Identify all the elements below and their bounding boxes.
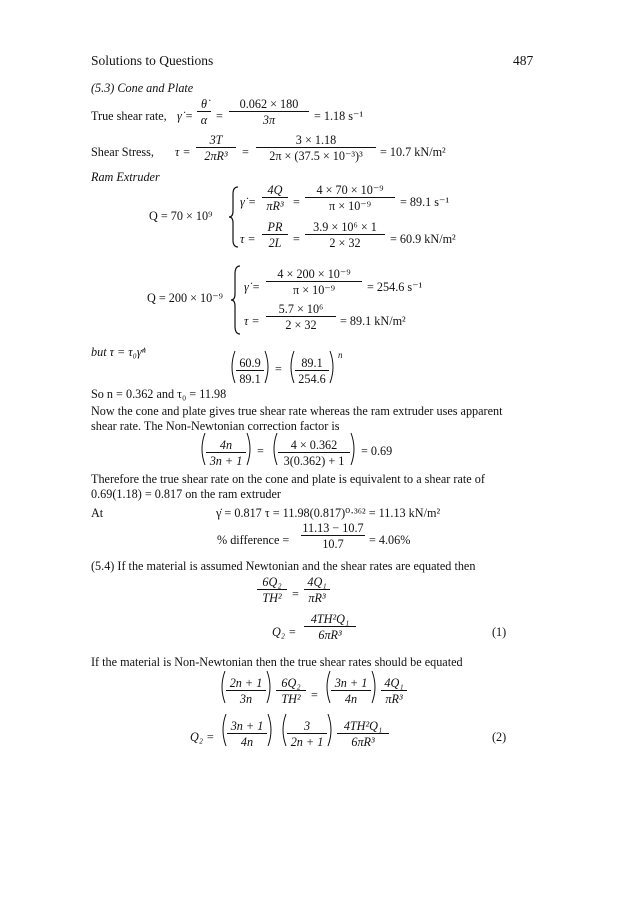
b1-frac-c-den: 2L [262, 234, 288, 249]
e1-den-1: TH² [257, 589, 287, 604]
theta-over-alpha-fraction [197, 98, 211, 126]
at-label: At [91, 506, 104, 520]
b1-frac-b-num: 4 × 70 × 10⁻⁹ [316, 183, 384, 197]
diff-result: = 4.06% [369, 533, 411, 547]
power-law-relation: but τ = τ₀γ̇ⁿ [91, 345, 146, 359]
e4-tag: (2) [492, 730, 507, 744]
section-heading-5-3: (5.3) Cone and Plate [91, 81, 194, 95]
true-shear-fraction [229, 98, 309, 126]
paragraph-correction: Now the cone and plate gives true shear rate whereas the ram extruder uses apparent shear rate. The Non-Newtonian correction factor is [91, 404, 503, 433]
ratio-paren-left-2 [287, 350, 295, 384]
e4-paren-left-2 [279, 713, 287, 747]
corr-den-2: 3(0.362) + 1 [278, 452, 350, 467]
b1-frac-c [262, 221, 288, 249]
e4-pnum-2: 3 [303, 719, 311, 733]
paragraph-non-newtonian: If the material is Non-Newtonian then the true shear rates should be equated [91, 655, 463, 669]
e3-pfrac-1 [226, 677, 266, 705]
ratio-paren-right-1 [264, 350, 272, 384]
e4-paren-right-2 [327, 713, 335, 747]
shear-stress-result: = 10.7 kN/m² [380, 145, 446, 159]
corr-num-2: 4 × 0.362 [290, 438, 338, 452]
b1-frac-a-den: πR³ [262, 197, 288, 212]
b2-frac-a-num: 4 × 200 × 10⁻⁹ [277, 267, 351, 281]
e2-lhs: Q₂ = [272, 625, 297, 639]
flow-rate-70: Q = 70 × 10⁹ [149, 209, 213, 223]
ratio-num-1: 60.9 [239, 356, 261, 370]
b1-frac-a [262, 184, 288, 212]
ratio-frac-1 [236, 357, 264, 385]
b1-gamma: γ̇ = [240, 195, 257, 209]
b2-gamma: γ̇ = [244, 280, 261, 294]
ratio-den-2: 254.6 [295, 370, 329, 385]
paragraph-equivalent: Therefore the true shear rate on the cone and plate is equivalent to a shear rate of 0.69(1.18) = 0.817 on the ram extruder [91, 472, 485, 501]
e3-frac-1 [276, 677, 306, 705]
e4-lhs: Q₂ = [190, 730, 215, 744]
b1-tau: τ = [240, 232, 256, 246]
corr-frac-2 [278, 439, 350, 467]
shear-stress-num-1: 3T [209, 133, 223, 147]
true-shear-denominator: 3π [229, 111, 309, 126]
flow-rate-200: Q = 200 × 10⁻⁹ [147, 291, 223, 305]
e3-num-1: 6Q₂ [281, 676, 301, 690]
left-brace-2 [230, 265, 242, 335]
e2-frac [304, 613, 356, 641]
ratio-num-2: 89.1 [301, 356, 323, 370]
b1-res-b: = 60.9 kN/m² [390, 232, 456, 246]
diff-lhs: % difference = [217, 533, 290, 547]
corr-paren-left-1 [198, 432, 206, 466]
e1-frac-2 [304, 576, 330, 604]
at-expression: γ̇ = 0.817 τ = 11.98(0.817)⁰·³⁶² = 11.13 kN/m² [216, 506, 441, 520]
b1-eq-a: = [293, 195, 300, 209]
corr-paren-right-2 [350, 432, 358, 466]
shear-stress-tau: τ = [175, 145, 191, 159]
running-header-title: Solutions to Questions [91, 53, 214, 68]
b1-frac-d-num: 3.9 × 10⁶ × 1 [313, 220, 377, 234]
true-shear-gamma: γ̇ = [177, 109, 194, 123]
e2-num: 4TH²Q₁ [310, 612, 350, 626]
corr-num-1: 4n [219, 438, 233, 452]
shear-stress-label: Shear Stress, [91, 145, 154, 159]
true-shear-label: True shear rate, [91, 109, 167, 123]
e4-frac [337, 720, 389, 748]
e3-pfrac-2 [331, 677, 371, 705]
e3-num-2: 4Q₁ [384, 676, 404, 690]
shear-stress-fraction-2 [256, 134, 376, 162]
corr-den-1: 3n + 1 [206, 452, 246, 467]
section-intro-5-4: (5.4) If the material is assumed Newtonian and the shear rates are equated then [91, 559, 476, 573]
b1-frac-c-num: PR [267, 220, 283, 234]
b1-eq-b: = [293, 232, 300, 246]
ratio-paren-left-1 [228, 350, 236, 384]
ratio-frac-2 [295, 357, 329, 385]
true-shear-eq: = [216, 109, 223, 123]
true-shear-result: = 1.18 s⁻¹ [314, 109, 364, 123]
e3-paren-left-1 [218, 670, 226, 704]
e2-den: 6πR³ [304, 626, 356, 641]
e1-num-1: 6Q₂ [262, 575, 282, 589]
shear-stress-fraction-1 [196, 134, 236, 162]
b1-frac-d-den: 2 × 32 [305, 234, 385, 249]
diff-num: 11.13 − 10.7 [302, 521, 364, 535]
e3-pnum-2: 3n + 1 [334, 676, 368, 690]
b2-frac-b [266, 303, 336, 331]
e2-tag: (1) [492, 625, 507, 639]
b1-frac-b-den: π × 10⁻⁹ [305, 197, 395, 212]
corr-eq: = [257, 444, 264, 458]
e1-den-2: πR³ [304, 589, 330, 604]
b2-res-b: = 89.1 kN/m² [340, 314, 406, 328]
e4-num: 4TH²Q₁ [343, 719, 383, 733]
corr-frac-1 [206, 439, 246, 467]
page-number: 487 [513, 53, 534, 68]
b1-res-a: = 89.1 s⁻¹ [400, 195, 450, 209]
b2-frac-b-num: 5.7 × 10⁶ [278, 302, 324, 316]
e1-frac-1 [257, 576, 287, 604]
b2-frac-a-den: π × 10⁻⁹ [266, 281, 362, 296]
e3-den-2: πR³ [381, 690, 407, 705]
diff-fraction [301, 522, 365, 550]
corr-result: = 0.69 [361, 444, 393, 458]
e3-paren-left-2 [323, 670, 331, 704]
e3-pden-2: 4n [331, 690, 371, 705]
e3-pnum-1: 2n + 1 [229, 676, 263, 690]
shear-stress-num-2: 3 × 1.18 [295, 133, 337, 147]
e3-pden-1: 3n [226, 690, 266, 705]
shear-stress-den-1: 2πR³ [196, 147, 236, 162]
ratio-exponent: n [338, 350, 343, 360]
e1-eq: = [292, 587, 299, 601]
shear-stress-eq: = [242, 145, 249, 159]
true-shear-numerator: 0.062 × 180 [239, 97, 299, 111]
b2-tau: τ = [244, 314, 260, 328]
e3-frac-2 [381, 677, 407, 705]
b2-frac-a [266, 268, 362, 296]
theta-dot: θ̇ [201, 97, 207, 111]
b2-frac-b-den: 2 × 32 [266, 316, 336, 331]
e4-pnum-1: 3n + 1 [230, 719, 264, 733]
e4-paren-right-1 [267, 713, 275, 747]
b1-frac-b [305, 184, 395, 212]
corr-paren-right-1 [246, 432, 254, 466]
ram-extruder-heading: Ram Extruder [91, 170, 160, 184]
b1-frac-a-num: 4Q [267, 183, 283, 197]
solution-n-tau0: So n = 0.362 and τ₀ = 11.98 [91, 387, 227, 401]
e3-eq: = [311, 688, 318, 702]
alpha: α [197, 111, 211, 126]
diff-den: 10.7 [301, 535, 365, 550]
e3-den-1: TH² [276, 690, 306, 705]
b2-res-a: = 254.6 s⁻¹ [367, 280, 423, 294]
e3-paren-right-2 [371, 670, 379, 704]
e4-den: 6πR³ [337, 733, 389, 748]
ratio-den-1: 89.1 [236, 370, 264, 385]
e4-pfrac-1 [227, 720, 267, 748]
b1-frac-d [305, 221, 385, 249]
left-brace-1 [228, 186, 240, 248]
e4-pfrac-2 [287, 720, 327, 748]
ratio-eq: = [275, 362, 282, 376]
e4-pden-1: 4n [227, 733, 267, 748]
ratio-paren-right-2 [329, 350, 337, 384]
shear-stress-den-2: 2π × (37.5 × 10⁻³)³ [256, 147, 376, 162]
e3-paren-right-1 [266, 670, 274, 704]
e1-num-2: 4Q₁ [307, 575, 327, 589]
e4-pden-2: 2n + 1 [287, 733, 327, 748]
corr-paren-left-2 [270, 432, 278, 466]
e4-paren-left-1 [219, 713, 227, 747]
